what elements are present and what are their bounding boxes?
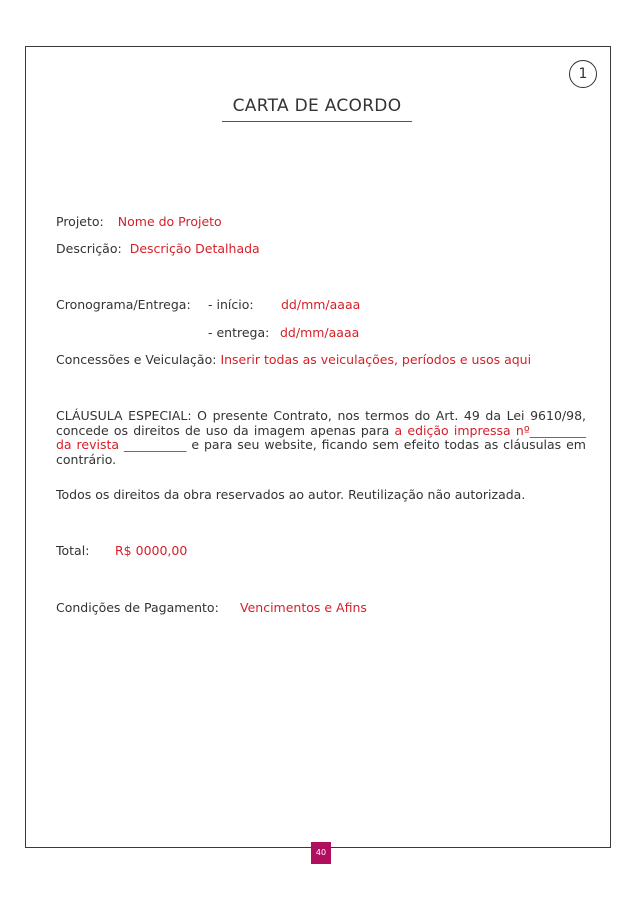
descricao-row (56, 241, 260, 256)
cronograma-label: Cronograma/Entrega: (56, 297, 191, 312)
pagamento-label: Condições de Pagamento: (56, 600, 219, 615)
concessoes-label: Concessões e Veiculação: (56, 352, 217, 367)
descricao-value: Descrição Detalhada (129, 241, 260, 256)
page-marker: 1 (569, 60, 597, 88)
projeto-label: Projeto: (56, 214, 104, 229)
clausula-text-2: e para seu website, ficando sem efeito todas as cláusulas em contrário. (56, 437, 586, 467)
concessoes-value: Inserir todas as veiculações, períodos e usos aqui (220, 352, 532, 367)
projeto-row (56, 214, 222, 229)
page-title: CARTA DE ACORDO (222, 96, 412, 122)
projeto-value: Nome do Projeto (117, 214, 222, 229)
pagamento-value: Vencimentos e Afins (240, 600, 367, 615)
direitos-text: Todos os direitos da obra reservados ao autor. Reutilização não autorizada. (56, 487, 526, 502)
concessoes-row (56, 352, 531, 367)
page-number-badge: 40 (311, 842, 331, 864)
inicio-value: dd/mm/aaaa (281, 297, 361, 312)
total-value: R$ 0000,00 (115, 543, 188, 558)
total-label: Total: (56, 543, 90, 558)
clausula-highlight: a edição impressa nº_________ da revista __________ (56, 422, 586, 452)
entrega-label: - entrega: (208, 325, 270, 340)
descricao-label: Descrição: (56, 241, 122, 256)
clausula-text-1: CLÁUSULA ESPECIAL: O presente Contrato, nos termos do Art. 49 da Lei 9610/98, concede os direitos de uso da imagem apenas para (56, 408, 586, 438)
inicio-label: - início: (208, 297, 254, 312)
clausula-especial (56, 409, 586, 467)
entrega-value: dd/mm/aaaa (280, 325, 360, 340)
